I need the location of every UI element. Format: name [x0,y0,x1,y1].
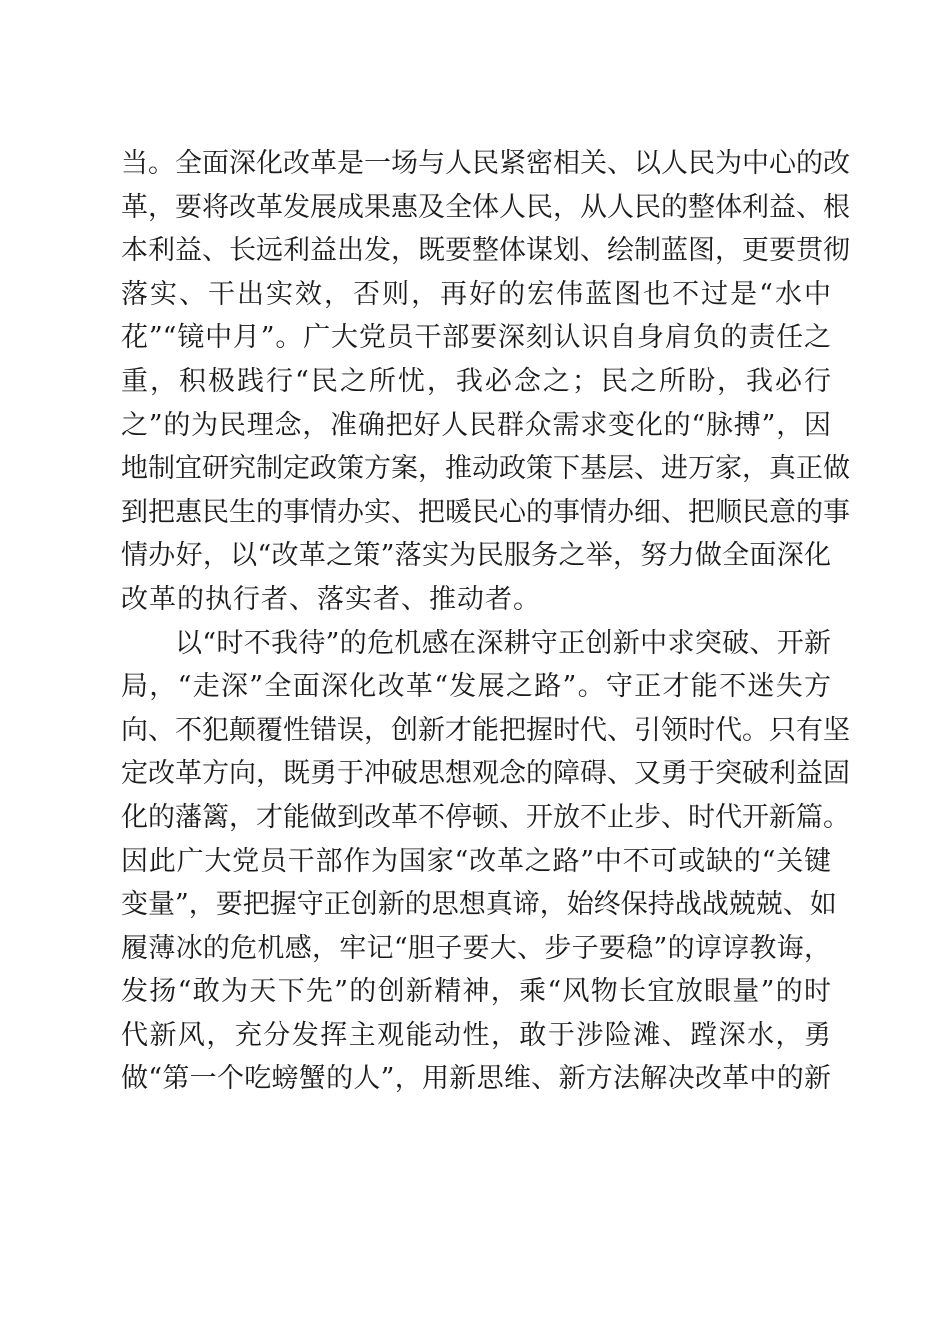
text-line: 做“第一个吃螃蟹的人”，用新思维、新方法解决改革中的新 [121,1063,831,1095]
text-line: 化的藩篱，才能做到改革不停顿、开放不止步、时代开新篇。 [121,801,850,833]
text-line: 情办好，以“改革之策”落实为民服务之举，努力做全面深化 [121,540,831,572]
text-line: 地制宜研究制定政策方案，推动政策下基层、进万家，真正做 [121,453,850,485]
text-line: 代新风，充分发挥主观能动性，敢于涉险滩、蹚深水，勇 [121,1019,831,1051]
body-text [121,142,850,1101]
text-line: 改革的执行者、落实者、推动者。 [121,583,541,615]
text-line: 重，积极践行“民之所忧，我必念之；民之所盼，我必行 [121,365,831,397]
text-line: 花”“镜中月”。广大党员干部要深刻认识自身肩负的责任之 [121,322,831,354]
text-line: 变量”，要把握守正创新的思想真谛，始终保持战战兢兢、如 [121,889,837,921]
paragraph-1 [121,142,850,622]
text-line: 当。全面深化改革是一场与人民紧密相关、以人民为中心的改 [121,148,850,179]
text-line: 落实、干出实效，否则，再好的宏伟蓝图也不过是“水中 [121,278,831,310]
text-line: 局，“走深”全面深化改革“发展之路”。守正才能不迷失方 [121,671,831,703]
text-line: 因此广大党员干部作为国家“改革之路”中不可或缺的“关键 [121,845,831,877]
text-line: 定改革方向，既勇于冲破思想观念的障碍、又勇于突破利益固 [121,758,850,790]
text-line: 本利益、长远利益出发，既要整体谋划、绘制蓝图，更要贯彻 [121,235,850,267]
text-line: 革，要将改革发展成果惠及全体人民，从人民的整体利益、根 [121,191,850,223]
text-line: 到把惠民生的事情办实、把暖民心的事情办细、把顺民意的事 [121,496,850,528]
text-line: 之”的为民理念，准确把好人民群众需求变化的“脉搏”，因 [121,409,831,441]
text-line: 履薄冰的危机感，牢记“胆子要大、步子要稳”的谆谆教诲， [121,932,831,964]
text-line: 以“时不我待”的危机感在深耕守正创新中求突破、开新 [175,627,831,659]
text-line: 向、不犯颠覆性错误，创新才能把握时代、引领时代。只有坚 [121,714,850,746]
paragraph-2 [121,622,850,1102]
text-line: 发扬“敢为天下先”的创新精神，乘“风物长宜放眼量”的时 [121,976,831,1008]
